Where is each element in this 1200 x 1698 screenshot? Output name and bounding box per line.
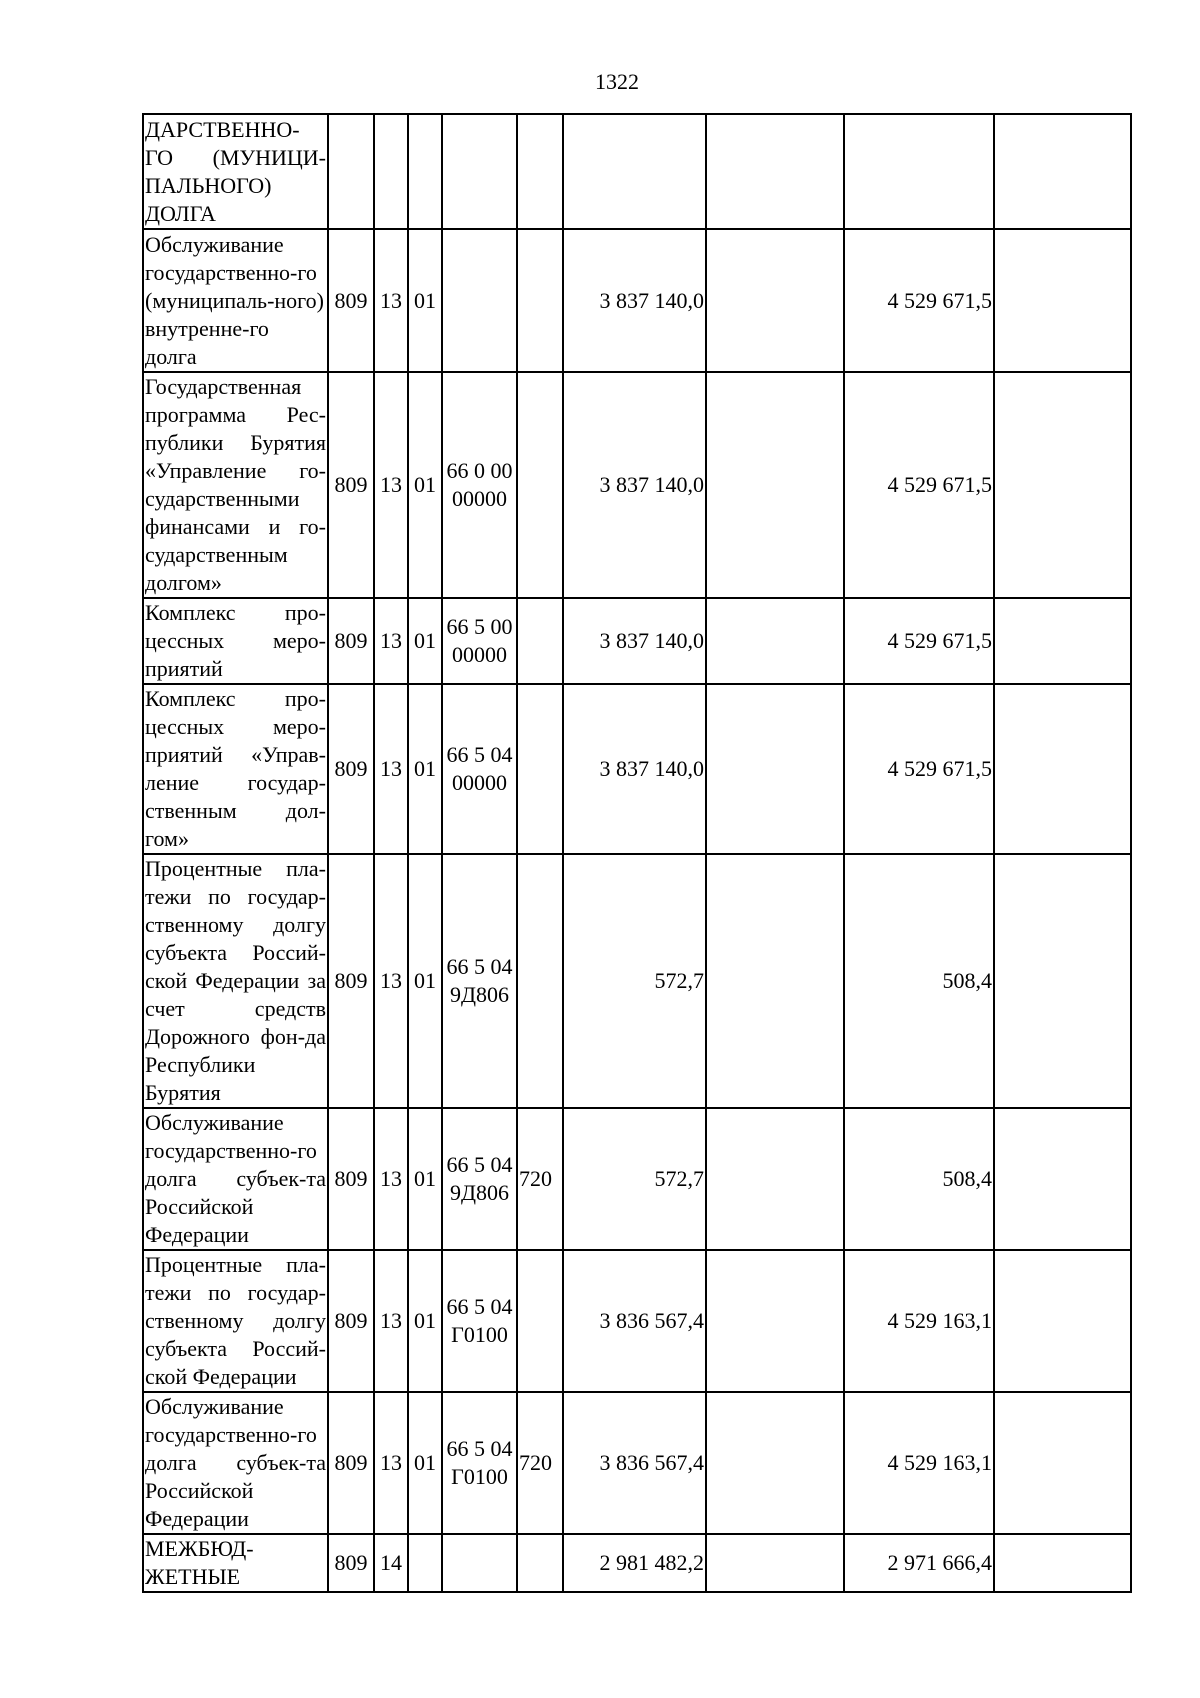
expense-type-cell bbox=[517, 229, 563, 372]
table-row bbox=[143, 1392, 1131, 1534]
expense-type-cell bbox=[517, 1534, 563, 1592]
section-code-cell: 13 bbox=[374, 1250, 408, 1392]
section-code-cell: 13 bbox=[374, 854, 408, 1108]
amount-year2-extra-cell bbox=[994, 1392, 1131, 1534]
amount-year1-cell bbox=[563, 114, 706, 229]
subsection-code-cell: 01 bbox=[408, 684, 442, 854]
amount-year2-cell: 4 529 163,1 bbox=[844, 1250, 994, 1392]
ved-code-cell: 809 bbox=[328, 1392, 374, 1534]
amount-year2-extra-cell bbox=[994, 1108, 1131, 1250]
row-name-cell: Процентные пла-тежи по государ-ственному долгу субъекта Россий-ской Федерации за счет средств Дорожного фон-да Республики Бурятия bbox=[143, 854, 328, 1108]
amount-year2-cell: 4 529 671,5 bbox=[844, 229, 994, 372]
amount-year1-extra-cell bbox=[706, 372, 844, 598]
ved-code-cell bbox=[328, 114, 374, 229]
expense-type-cell: 720 bbox=[517, 1108, 563, 1250]
amount-year2-extra-cell bbox=[994, 372, 1131, 598]
row-name-cell: МЕЖБЮД-ЖЕТНЫЕ bbox=[143, 1534, 328, 1592]
budget-table bbox=[142, 113, 1132, 1593]
target-article-cell: 66 5 04 00000 bbox=[442, 684, 517, 854]
amount-year2-extra-cell bbox=[994, 684, 1131, 854]
amount-year1-extra-cell bbox=[706, 229, 844, 372]
amount-year2-cell: 508,4 bbox=[844, 1108, 994, 1250]
table-row bbox=[143, 1250, 1131, 1392]
ved-code-cell: 809 bbox=[328, 684, 374, 854]
amount-year2-cell: 4 529 671,5 bbox=[844, 372, 994, 598]
ved-code-cell: 809 bbox=[328, 372, 374, 598]
amount-year1-extra-cell bbox=[706, 1108, 844, 1250]
amount-year1-extra-cell bbox=[706, 598, 844, 684]
table-row bbox=[143, 1108, 1131, 1250]
amount-year2-cell: 4 529 671,5 bbox=[844, 598, 994, 684]
section-code-cell: 13 bbox=[374, 1392, 408, 1534]
target-article-cell: 66 5 04 Г0100 bbox=[442, 1250, 517, 1392]
section-code-cell: 13 bbox=[374, 1108, 408, 1250]
target-article-cell bbox=[442, 1534, 517, 1592]
table-row bbox=[143, 598, 1131, 684]
row-name-cell: Комплекс про-цессных меро-приятий «Управ-ление государ-ственным дол-гом» bbox=[143, 684, 328, 854]
target-article-cell: 66 0 00 00000 bbox=[442, 372, 517, 598]
amount-year1-extra-cell bbox=[706, 1250, 844, 1392]
subsection-code-cell: 01 bbox=[408, 229, 442, 372]
target-article-cell bbox=[442, 114, 517, 229]
expense-type-cell bbox=[517, 114, 563, 229]
amount-year1-cell: 2 981 482,2 bbox=[563, 1534, 706, 1592]
row-name-cell: Обслуживание государственно-го долга субъек-та Российской Федерации bbox=[143, 1108, 328, 1250]
amount-year1-cell: 3 837 140,0 bbox=[563, 598, 706, 684]
ved-code-cell: 809 bbox=[328, 598, 374, 684]
amount-year1-extra-cell bbox=[706, 114, 844, 229]
amount-year2-extra-cell bbox=[994, 854, 1131, 1108]
row-name-cell: Процентные пла-тежи по государ-ственному долгу субъекта Россий-ской Федерации bbox=[143, 1250, 328, 1392]
amount-year1-cell: 572,7 bbox=[563, 854, 706, 1108]
subsection-code-cell: 01 bbox=[408, 1108, 442, 1250]
target-article-cell: 66 5 04 9Д806 bbox=[442, 854, 517, 1108]
subsection-code-cell bbox=[408, 1534, 442, 1592]
table-row bbox=[143, 854, 1131, 1108]
expense-type-cell bbox=[517, 684, 563, 854]
ved-code-cell: 809 bbox=[328, 229, 374, 372]
amount-year1-extra-cell bbox=[706, 1392, 844, 1534]
section-code-cell bbox=[374, 114, 408, 229]
expense-type-cell bbox=[517, 1250, 563, 1392]
row-name-cell: Комплекс про-цессных меро-приятий bbox=[143, 598, 328, 684]
page-number: 1322 bbox=[595, 69, 639, 94]
amount-year2-cell: 4 529 163,1 bbox=[844, 1392, 994, 1534]
amount-year2-extra-cell bbox=[994, 1534, 1131, 1592]
amount-year2-extra-cell bbox=[994, 1250, 1131, 1392]
amount-year2-cell: 4 529 671,5 bbox=[844, 684, 994, 854]
amount-year2-cell bbox=[844, 114, 994, 229]
target-article-cell: 66 5 04 Г0100 bbox=[442, 1392, 517, 1534]
amount-year2-cell: 2 971 666,4 bbox=[844, 1534, 994, 1592]
section-code-cell: 13 bbox=[374, 684, 408, 854]
amount-year1-extra-cell bbox=[706, 684, 844, 854]
amount-year1-cell: 3 837 140,0 bbox=[563, 229, 706, 372]
ved-code-cell: 809 bbox=[328, 1108, 374, 1250]
subsection-code-cell: 01 bbox=[408, 372, 442, 598]
amount-year1-cell: 3 837 140,0 bbox=[563, 684, 706, 854]
target-article-cell bbox=[442, 229, 517, 372]
row-name-cell: Государственная программа Рес-публики Бурятия «Управление го-сударственными финансами и го-сударственным долгом» bbox=[143, 372, 328, 598]
table-row bbox=[143, 114, 1131, 229]
table-row bbox=[143, 229, 1131, 372]
subsection-code-cell bbox=[408, 114, 442, 229]
amount-year1-extra-cell bbox=[706, 1534, 844, 1592]
expense-type-cell bbox=[517, 598, 563, 684]
section-code-cell: 13 bbox=[374, 598, 408, 684]
table-row bbox=[143, 1534, 1131, 1592]
amount-year1-cell: 3 836 567,4 bbox=[563, 1250, 706, 1392]
row-name-cell: Обслуживание государственно-го долга субъек-та Российской Федерации bbox=[143, 1392, 328, 1534]
target-article-cell: 66 5 00 00000 bbox=[442, 598, 517, 684]
ved-code-cell: 809 bbox=[328, 1250, 374, 1392]
section-code-cell: 14 bbox=[374, 1534, 408, 1592]
amount-year2-cell: 508,4 bbox=[844, 854, 994, 1108]
subsection-code-cell: 01 bbox=[408, 1392, 442, 1534]
amount-year1-cell: 3 837 140,0 bbox=[563, 372, 706, 598]
ved-code-cell: 809 bbox=[328, 1534, 374, 1592]
row-name-cell: Обслуживание государственно-го (муниципаль-ного) внутренне-го долга bbox=[143, 229, 328, 372]
expense-type-cell bbox=[517, 854, 563, 1108]
expense-type-cell bbox=[517, 372, 563, 598]
subsection-code-cell: 01 bbox=[408, 1250, 442, 1392]
row-name-cell: ДАРСТВЕННО-ГО (МУНИЦИ-ПАЛЬНОГО) ДОЛГА bbox=[143, 114, 328, 229]
subsection-code-cell: 01 bbox=[408, 854, 442, 1108]
amount-year2-extra-cell bbox=[994, 598, 1131, 684]
amount-year1-cell: 572,7 bbox=[563, 1108, 706, 1250]
table-row bbox=[143, 372, 1131, 598]
section-code-cell: 13 bbox=[374, 229, 408, 372]
ved-code-cell: 809 bbox=[328, 854, 374, 1108]
table-row bbox=[143, 684, 1131, 854]
amount-year2-extra-cell bbox=[994, 229, 1131, 372]
amount-year2-extra-cell bbox=[994, 114, 1131, 229]
subsection-code-cell: 01 bbox=[408, 598, 442, 684]
target-article-cell: 66 5 04 9Д806 bbox=[442, 1108, 517, 1250]
amount-year1-extra-cell bbox=[706, 854, 844, 1108]
section-code-cell: 13 bbox=[374, 372, 408, 598]
amount-year1-cell: 3 836 567,4 bbox=[563, 1392, 706, 1534]
expense-type-cell: 720 bbox=[517, 1392, 563, 1534]
